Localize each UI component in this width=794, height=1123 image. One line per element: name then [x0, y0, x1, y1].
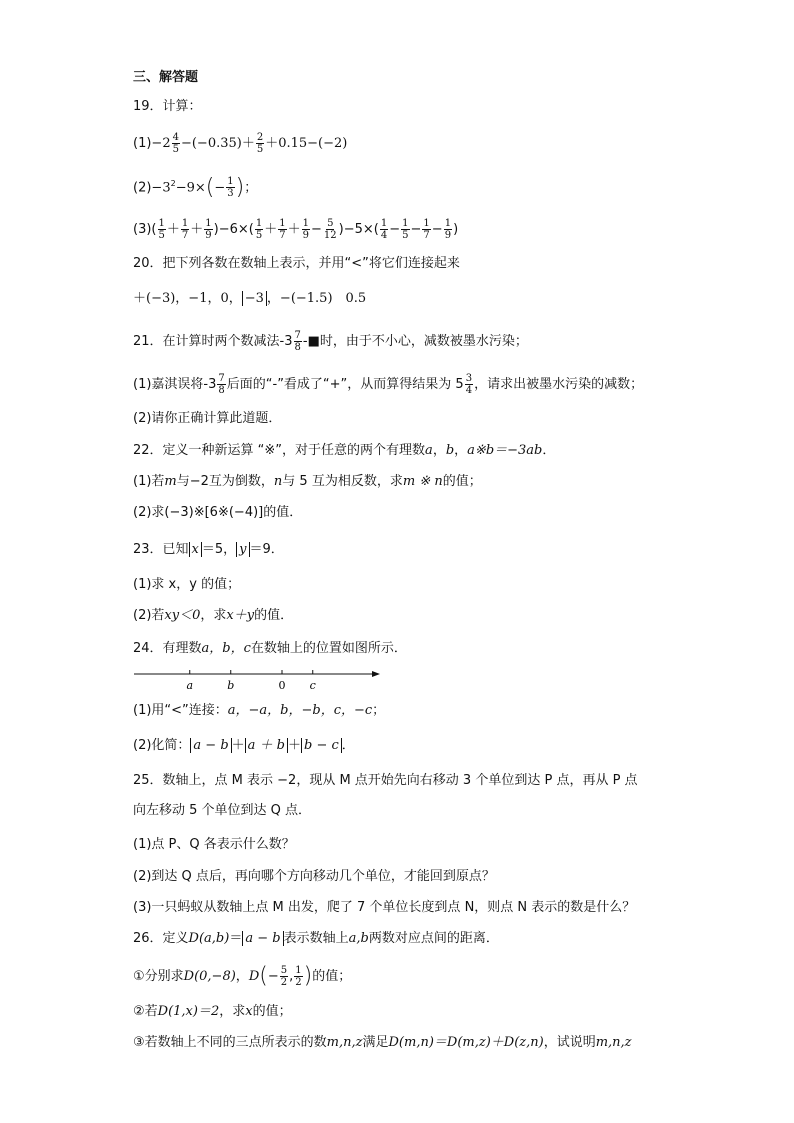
q19-p3-mid1: )−6×(	[213, 222, 254, 237]
q24-number-line	[130, 664, 390, 694]
q26-p1fn2: 1	[295, 965, 302, 976]
q26-p1-frac1	[280, 965, 288, 988]
q19-p1-frac2	[256, 132, 264, 155]
q19-p2-lparen: (	[205, 174, 215, 200]
q19-part2	[133, 174, 257, 199]
q26-heading	[133, 929, 499, 949]
q26-c: 两数对应点间的距离．	[368, 931, 499, 946]
q26-p3c: ，试说明	[543, 1035, 596, 1050]
axis-label-zero: 0	[278, 679, 286, 692]
q22-p1c: 与 5 互为相反数，求	[282, 474, 403, 489]
q19-part3: (3)( $\frac{1}{5}$ ＋ $\frac{1}{7}$ ＋ $\frac{1}{9}$ )−6×( $\frac{1}{5}$ ＋ $\frac{1}{7}$ ＋ $\frac{1}{9}$ − $\frac{5}{12}$ )−5×( $\frac{1}{4}$ − $\frac{1}{5}$ − $\frac{1}{7}$ − $\frac{1}{9}$ )	[133, 218, 459, 241]
q23-a: 23．已知	[133, 542, 189, 557]
q26-part2	[133, 1002, 292, 1022]
q22-comma: ，	[432, 443, 446, 458]
q25-line2: 向左移动 5 个单位到达 Q 点．	[133, 803, 312, 818]
q22-formula: a※b＝−3ab	[467, 443, 543, 458]
q25-part3: (3)一只蚂蚁从数轴上点 M 出发，爬了 7 个单位长度到点 N，则点 N 表示的数是什么？	[133, 900, 636, 915]
q19-p1-f2n: 2	[256, 132, 264, 143]
q26-p2c: 的值；	[252, 1004, 292, 1019]
q24-p2b: ．	[341, 738, 355, 753]
q23-heading	[133, 540, 284, 560]
q20-heading: 20．把下列各数在数轴上表示，并用“<”将它们连接起来	[133, 256, 460, 271]
q19-heading: 19．计算：	[133, 99, 202, 114]
q19-p3-d3: 9	[205, 230, 212, 241]
q19-p3-f2	[181, 218, 189, 241]
q21-p1gd: 4	[465, 385, 473, 396]
q19-p3-f8	[380, 218, 388, 241]
q21-fn: 7	[294, 330, 301, 341]
q24-text: 24．有理数	[133, 641, 202, 656]
q26-b: 表示数轴上	[283, 931, 349, 946]
q22-va: a	[425, 443, 433, 458]
q21-a: 21．在计算时两个数减法-3	[133, 334, 293, 349]
q19-p3-d8: 4	[380, 230, 388, 241]
q22-p1mn: m ※ n	[402, 474, 443, 489]
q21-p1fn: 7	[218, 373, 225, 384]
q26-ab: a,b	[348, 931, 369, 946]
q19-p3-n8: 1	[380, 218, 388, 229]
q26-p3b: 满足	[362, 1035, 389, 1050]
q24-plus1: ＋	[231, 738, 245, 753]
q19-p1-f1n: 4	[172, 132, 179, 143]
q21-frac	[294, 330, 302, 353]
q26-p3a: ③若数轴上不同的三点所表示的数	[133, 1035, 327, 1050]
q21-heading	[133, 330, 528, 353]
q26-p3vars2: m,n,z	[595, 1035, 632, 1050]
q26-absab: a − b	[242, 931, 283, 946]
q19-p2-b: −9×	[175, 180, 206, 196]
q19-p3-f6	[302, 218, 310, 241]
q19-p3-n5: 1	[279, 218, 286, 229]
q19-p3-n9: 1	[402, 218, 409, 229]
q24-p1a: (1)用“<”连接：	[133, 703, 228, 718]
q19-p3-d7: 12	[323, 230, 337, 241]
q19-p1-a: −2	[151, 136, 171, 151]
q19-p3-f3	[204, 218, 212, 241]
q26-p1-lparen: (	[259, 963, 268, 989]
q23-p2a: (2)若	[133, 608, 165, 623]
q22-part1	[133, 472, 482, 492]
q22-a: 22．定义一种新运算 “※”，对于任意的两个有理数	[133, 443, 426, 458]
q19-p3-f9	[401, 218, 409, 241]
q19-p3-n1: 1	[158, 218, 165, 229]
q23-c: ＝9．	[249, 542, 284, 557]
q19-p2-exp: 2	[170, 179, 176, 188]
section-title: 三、解答题	[133, 70, 199, 85]
q19-p1-label: (1)	[133, 136, 152, 151]
q21-p1c: ，请求出被墨水污染的减数；	[474, 377, 644, 392]
q23-p2cond: xy＜0	[164, 608, 201, 623]
q19-p3-d2: 7	[181, 230, 189, 241]
q19-p2-label: (2)	[133, 180, 152, 196]
q20-abs: −3	[242, 291, 267, 306]
q24-abs3: b − c	[301, 738, 342, 753]
q19-p2-fn: 1	[227, 176, 234, 188]
q19-p2-a: −3	[151, 180, 171, 196]
q23-part2	[133, 606, 293, 626]
q20-numbers	[133, 289, 366, 309]
q26-p2a: ②若	[133, 1004, 158, 1019]
q26-p1fd1: 2	[280, 977, 288, 988]
q19-p3-f7	[323, 218, 338, 241]
q22-heading	[133, 441, 555, 461]
q24-heading	[133, 639, 407, 659]
q21-fd: 8	[294, 342, 301, 353]
q22-p1b: 与−2互为倒数，	[176, 474, 274, 489]
q23-b: ＝5，	[201, 542, 237, 557]
q26-p1b: 的值；	[312, 969, 352, 984]
q22-part2: (2)求(−3)※[6※(−4)]的值．	[133, 505, 303, 520]
q19-p1-frac1	[172, 132, 180, 155]
q26-p1fd2: 2	[295, 977, 302, 988]
q24-abs2: a ＋ b	[245, 738, 288, 753]
q22-vb: b	[445, 443, 455, 458]
q24-text2: 在数轴上的位置如图所示．	[250, 641, 407, 656]
q26-p1-rparen: )	[303, 963, 313, 989]
q19-p3-n11: 1	[444, 218, 452, 229]
q19-p1-b: −(−0.35)＋	[180, 136, 255, 151]
q19-p1-f2d: 5	[256, 144, 264, 155]
q23-absx: x	[189, 542, 202, 557]
q24-p1b: ；	[372, 703, 386, 718]
q20-nums: ＋(−3)，−1，0，	[133, 291, 242, 306]
q19-p3-n6: 1	[302, 218, 310, 229]
q26-p2eq: D(1,x)＝2	[157, 1004, 220, 1019]
q19-p1-f1d: 5	[172, 144, 179, 155]
q19-p3-n2: 1	[181, 218, 189, 229]
q25-part1: (1)点 P、Q 各表示什么数？	[133, 837, 295, 852]
q26-part1: ①分别求D(0,−8)，D(− $\frac{5}{2}$ , $\frac{1}{2}$ )的值；	[133, 963, 352, 989]
q21-p1a: (1)嘉淇误将-3	[133, 377, 217, 392]
q24-plus2: ＋	[288, 738, 302, 753]
q21-part2: (2)请你正确计算此道题．	[133, 411, 282, 426]
axis-label-a: a	[186, 679, 194, 692]
q26-eq: ＝	[229, 931, 243, 946]
q22-p1n: n	[273, 474, 283, 489]
q26-p3eq: D(m,n)＝D(m,z)＋D(z,n)	[388, 1035, 544, 1050]
q24-part1	[133, 701, 385, 721]
axis-label-c: c	[309, 679, 316, 692]
q19-p3-d11: 9	[444, 230, 452, 241]
q22-c: ，	[454, 443, 468, 458]
q21-part1	[133, 373, 643, 396]
q26-p1comma: ，	[235, 969, 249, 984]
q19-p3-n7: 5	[327, 218, 334, 229]
q21-p1gn: 3	[465, 373, 473, 384]
q26-p3vars: m,n,z	[326, 1035, 363, 1050]
q19-p3-d4: 5	[255, 230, 263, 241]
q21-p1-frac1	[217, 373, 225, 396]
q19-p3-d6: 9	[302, 230, 310, 241]
q19-p3-n10: 1	[423, 218, 430, 229]
q19-part1	[133, 132, 347, 155]
q24-part2	[133, 736, 355, 756]
q26-a: 26．定义	[133, 931, 189, 946]
q19-p3-f4	[255, 218, 263, 241]
q26-p1d1: D(0,−8)	[183, 969, 236, 984]
q19-p3-d1: 5	[158, 230, 165, 241]
q22-p1m: m	[164, 474, 177, 489]
q26-part3	[133, 1033, 632, 1053]
q25-part2: (2)到达 Q 点后，再向哪个方向移动几个单位，才能回到原点？	[133, 869, 495, 884]
q21-p1fd: 8	[218, 385, 225, 396]
q21-p1b: 后面的“-”看成了“+”，从而算得结果为 5	[226, 377, 464, 392]
q19-p3-n3: 1	[205, 218, 212, 229]
q19-p3-mid2: )−5×(	[338, 222, 379, 237]
q22-p1a: (1)若	[133, 474, 165, 489]
q19-p2-rparen: )	[235, 174, 245, 200]
q19-p3-d9: 5	[402, 230, 409, 241]
q21-p1-frac2	[465, 373, 473, 396]
q23-p2sum: x＋y	[226, 608, 255, 623]
q26-p2b: ，求	[219, 1004, 246, 1019]
q24-p1vars: a，−a，b，−b，c，−c	[227, 703, 373, 718]
q19-p3-n4: 1	[255, 218, 263, 229]
q19-p3-d10: 7	[423, 230, 430, 241]
q23-absy: y	[236, 542, 249, 557]
q26-p2x: x	[245, 1004, 253, 1019]
q25-line1: 25．数轴上，点 M 表示 −2，现从 M 点开始先向右移动 3 个单位到达 P 点，再从 P 点	[133, 773, 638, 788]
q24-vars: a，b，c	[201, 641, 251, 656]
q19-p2-fd: 3	[227, 188, 234, 200]
axis-label-b: b	[227, 679, 235, 692]
q22-p1d: 的值；	[442, 474, 482, 489]
q26-def: D(a,b)	[188, 931, 230, 946]
q22-end: ．	[542, 443, 556, 458]
q26-p1d2a: D	[248, 969, 260, 984]
q19-p2-sign: −	[214, 180, 226, 196]
q21-b: -■时，由于不小心，减数被墨水污染；	[302, 334, 528, 349]
number-line-arrow	[372, 671, 380, 677]
q19-p3-label: (3)(	[133, 222, 157, 237]
q23-part1: (1)求 x，y 的值；	[133, 577, 241, 592]
q26-p1a: ①分别求	[133, 969, 184, 984]
q26-p1-frac2	[294, 965, 302, 988]
q19-p1-c: ＋0.15−(−2)	[265, 136, 348, 151]
q19-p3-end: )	[453, 222, 459, 237]
q19-p2-end: ；	[244, 180, 258, 196]
q23-p2b: ，求	[200, 608, 227, 623]
q19-p3-f5	[278, 218, 286, 241]
q20-tail: ，−(−1.5) 0.5	[266, 291, 367, 306]
q24-p2a: (2)化简：	[133, 738, 191, 753]
q23-p2c: 的值．	[254, 608, 294, 623]
q26-p1fn1: 5	[280, 965, 288, 976]
q19-p2-frac	[226, 176, 234, 199]
q19-p3-f10	[422, 218, 430, 241]
q19-p3-f11	[444, 218, 452, 241]
q19-p3-d5: 7	[279, 230, 286, 241]
q24-abs1: a − b	[190, 738, 231, 753]
q19-p3-f1	[158, 218, 166, 241]
